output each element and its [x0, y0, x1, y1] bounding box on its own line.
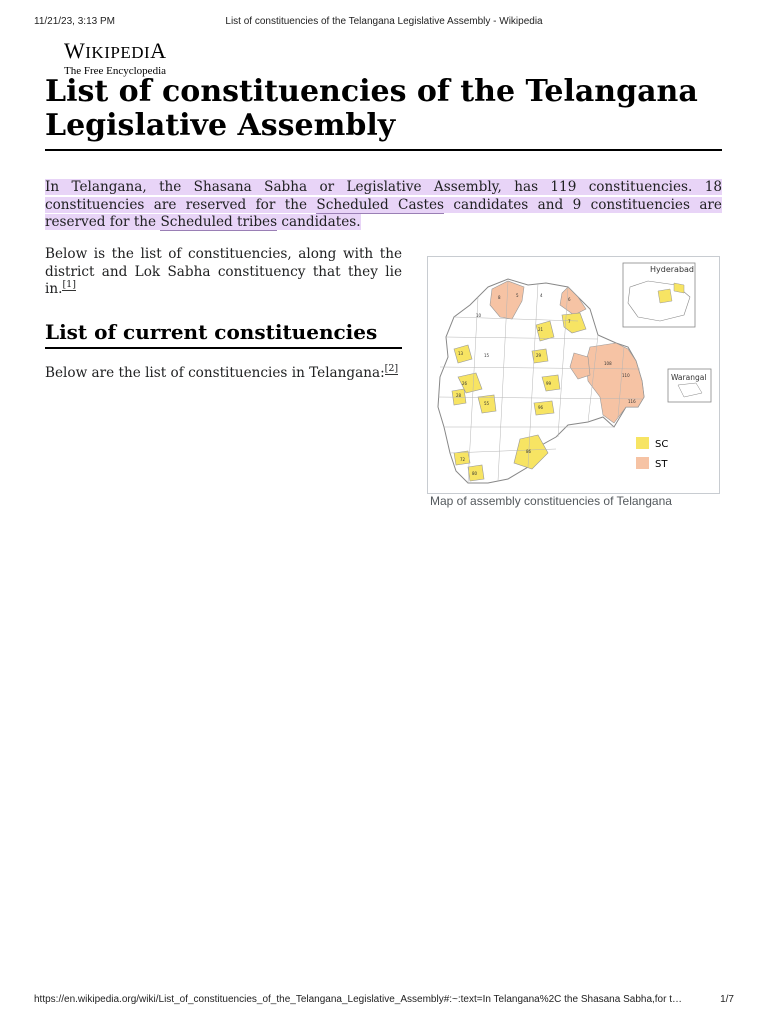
- svg-text:15: 15: [484, 353, 490, 358]
- wikipedia-logo[interactable]: [64, 40, 167, 77]
- legend-st-swatch: [636, 457, 649, 469]
- svg-text:86: 86: [526, 449, 532, 454]
- svg-text:4: 4: [540, 293, 543, 298]
- svg-text:116: 116: [628, 399, 636, 404]
- print-footer: [0, 994, 768, 1008]
- logo-wordmark: WIKIPEDIA: [64, 38, 167, 63]
- svg-text:8: 8: [498, 295, 501, 300]
- figure-caption: Map of assembly constituencies of Telangana: [430, 494, 672, 508]
- section-intro-paragraph: Below are the list of constituencies in Telangana:[2]: [45, 363, 399, 381]
- svg-text:108: 108: [604, 361, 612, 366]
- svg-text:99: 99: [546, 381, 552, 386]
- map-legend: [636, 437, 668, 470]
- constituency-map-figure[interactable]: [427, 256, 720, 494]
- svg-text:21: 21: [538, 327, 544, 332]
- intro-list-paragraph: Below is the list of constituencies, along with the district and Lok Sabha constituency that they lie in.[1]: [45, 246, 402, 297]
- svg-text:10: 10: [476, 313, 482, 318]
- print-page-number: 1/7: [720, 994, 734, 1005]
- inset-warangal-label: Warangal: [671, 373, 707, 382]
- svg-text:13: 13: [458, 351, 464, 356]
- print-header: [0, 16, 768, 30]
- text-highlight: In Telangana, the Shasana Sabha or Legislative Assembly, has 119 constituencies. 18 constituencies are reserved for the Scheduled Castes candidates and 9 constituencies are reserved for the Scheduled tribes candidates.: [45, 179, 722, 230]
- svg-text:28: 28: [456, 393, 462, 398]
- svg-text:7: 7: [568, 319, 571, 324]
- legend-sc-swatch: [636, 437, 649, 449]
- print-page-title: List of constituencies of the Telangana Legislative Assembly - Wikipedia: [225, 16, 543, 27]
- print-url: https://en.wikipedia.org/wiki/List_of_constituencies_of_the_Telangana_Legislative_Assembly#:~:text=In Telangana%2C the Shasana Sabha,for t…: [34, 994, 683, 1005]
- svg-text:55: 55: [484, 401, 490, 406]
- logo-tagline: The Free Encyclopedia: [64, 65, 167, 77]
- svg-text:5: 5: [516, 293, 519, 298]
- svg-text:80: 80: [472, 471, 478, 476]
- link-scheduled-castes[interactable]: Scheduled Castes: [316, 196, 445, 213]
- link-scheduled-tribes[interactable]: Scheduled tribes: [160, 214, 278, 230]
- legend-st-label: ST: [655, 459, 668, 470]
- print-datetime: 11/21/23, 3:13 PM: [34, 16, 115, 27]
- reference-2-link[interactable]: [2]: [384, 363, 399, 375]
- section-heading-current-constituencies: List of current constituencies: [45, 318, 402, 349]
- svg-text:72: 72: [460, 457, 466, 462]
- svg-text:26: 26: [462, 381, 468, 386]
- warangal-inset: [668, 369, 711, 402]
- lead-paragraph: [45, 179, 722, 232]
- svg-text:29: 29: [536, 353, 542, 358]
- inset-hyderabad-label: Hyderabad: [650, 265, 694, 274]
- svg-text:110: 110: [622, 373, 630, 378]
- page-title: List of constituencies of the Telangana Legislative Assembly: [45, 75, 722, 151]
- hyderabad-inset: [623, 263, 695, 327]
- reference-1-link[interactable]: [1]: [62, 279, 76, 291]
- svg-text:6: 6: [568, 297, 571, 302]
- legend-sc-label: SC: [655, 439, 669, 450]
- telangana-constituency-map: [428, 257, 719, 493]
- svg-text:96: 96: [538, 405, 544, 410]
- sc-region-9: [534, 401, 554, 415]
